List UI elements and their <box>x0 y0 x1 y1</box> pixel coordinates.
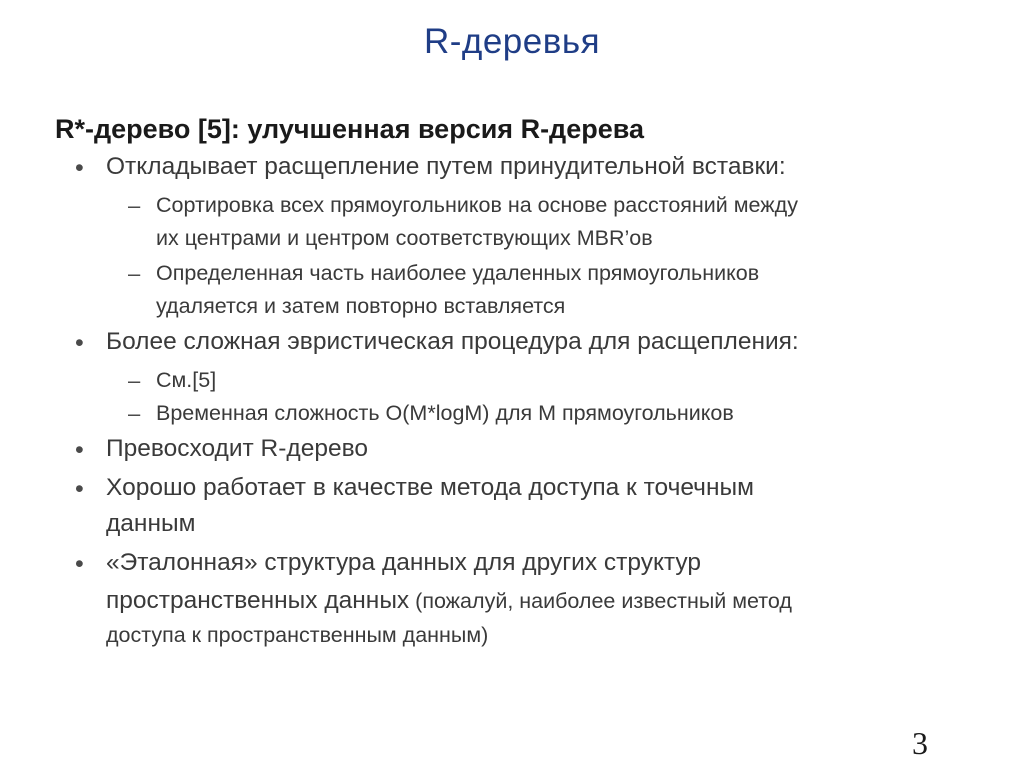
sub-bullet-item: Сортировка всех прямоугольников на основе расстояний между <box>156 193 798 217</box>
page-number: 3 <box>912 725 928 761</box>
bullet-continuation-note: доступа к пространственным данным) <box>106 623 489 647</box>
bullet-marker: • <box>75 550 84 578</box>
bullet-item: Хорошо работает в качестве метода доступа к точечным <box>106 474 754 501</box>
slide-title: R-деревья <box>423 22 601 61</box>
bullet-continuation-main: пространственных данных <box>106 587 410 614</box>
dash-marker: – <box>128 401 141 426</box>
dash-marker: – <box>128 261 141 286</box>
bullet-continuation <box>106 587 792 615</box>
dash-marker: – <box>128 368 141 393</box>
bullet-item: «Эталонная» структура данных для других структур <box>106 549 702 576</box>
bullet-item: Более сложная эвристическая процедура для расщепления: <box>106 328 799 355</box>
slide-subtitle: R*-дерево [5]: улучшенная версия R-дерева <box>55 114 644 144</box>
bullet-marker: • <box>75 436 84 464</box>
bullet-item: Откладывает расщепление путем принудительной вставки: <box>106 153 786 180</box>
bullet-continuation-note: (пожалуй, наиболее известный метод <box>409 589 792 613</box>
sub-bullet-continuation: их центрами и центром соответствующих MBR’ов <box>156 226 653 250</box>
bullet-item: Превосходит R-дерево <box>106 435 368 462</box>
sub-bullet-item: См.[5] <box>156 368 217 392</box>
bullet-continuation: данным <box>106 510 196 537</box>
bullet-marker: • <box>75 329 84 357</box>
sub-bullet-item: Определенная часть наиболее удаленных прямоугольников <box>156 261 760 285</box>
sub-bullet-item: Временная сложность O(M*logM) для M прямоугольников <box>156 401 734 425</box>
dash-marker: – <box>128 193 141 218</box>
bullet-marker: • <box>75 475 84 503</box>
bullet-marker: • <box>75 154 84 182</box>
sub-bullet-continuation: удаляется и затем повторно вставляется <box>156 294 566 318</box>
